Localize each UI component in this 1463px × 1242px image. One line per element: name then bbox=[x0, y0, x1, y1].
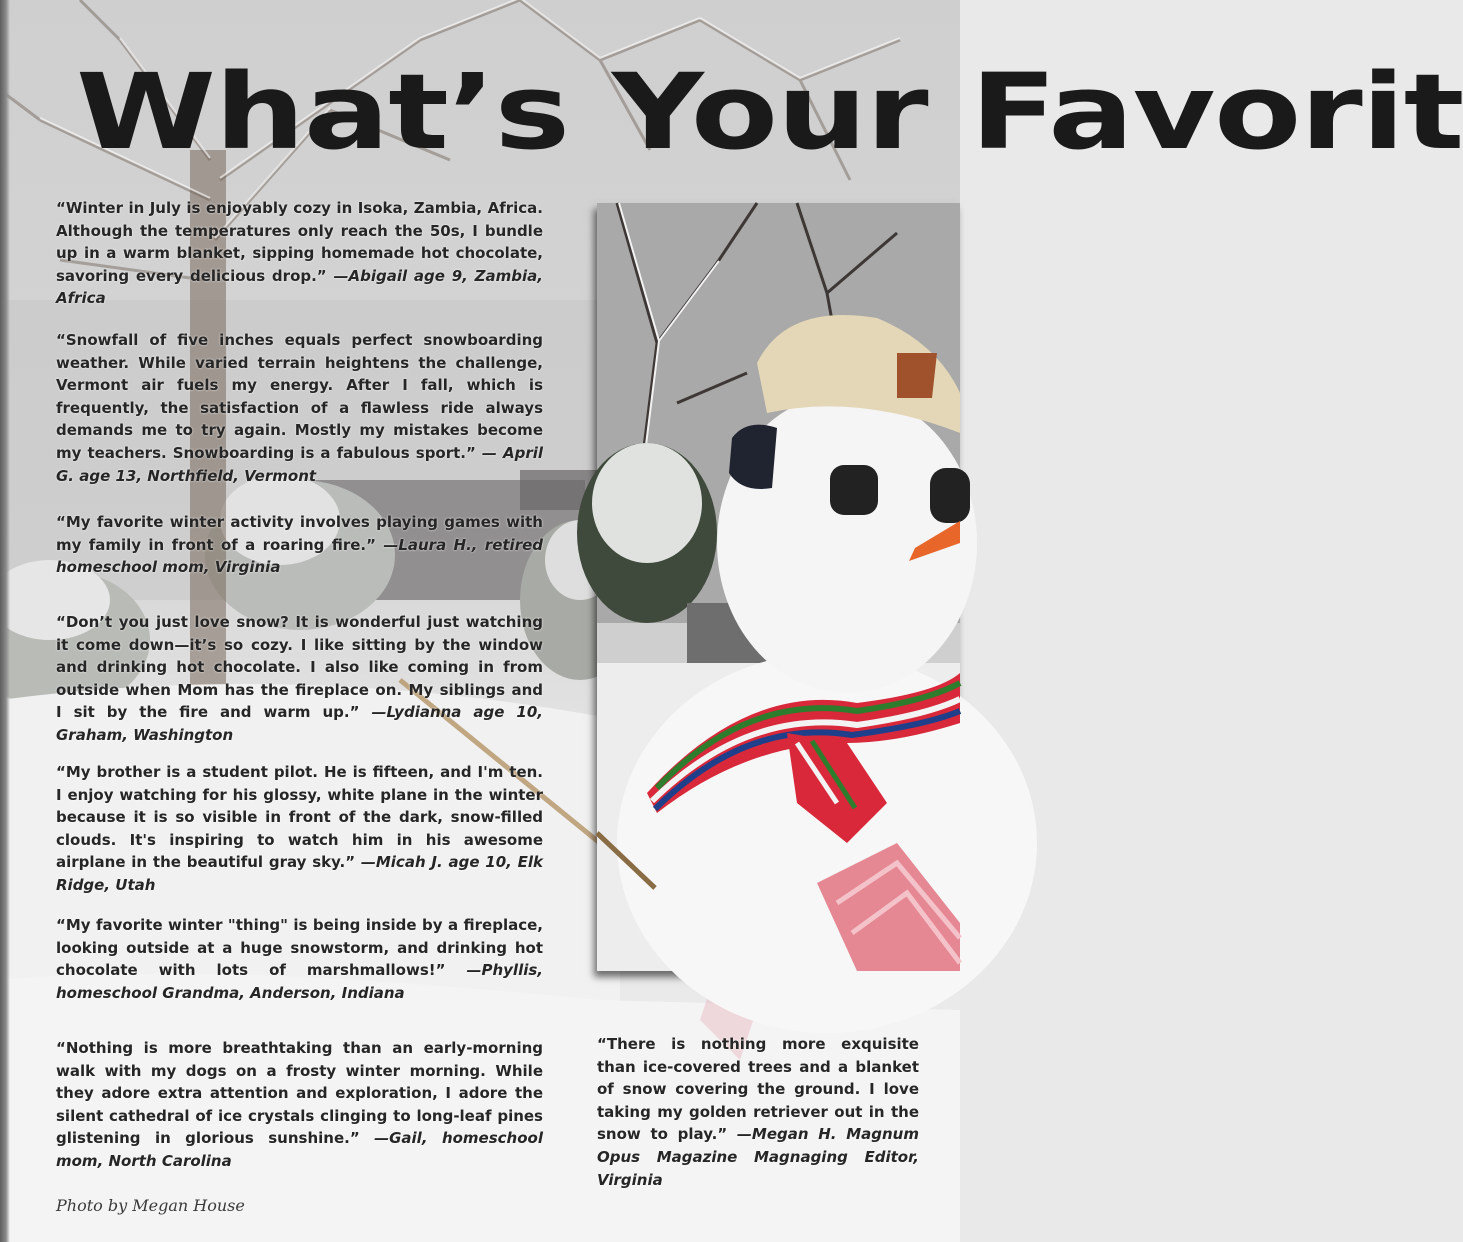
quote-text: “My favorite winter activity involves playing games with my family in front of a roaring fire.” bbox=[56, 513, 543, 554]
quote-april bbox=[56, 329, 543, 487]
quote-attribution: — April G. age 13, Northfield, Vermont bbox=[56, 443, 544, 485]
quote-abigail bbox=[56, 197, 543, 310]
quote-attribution: —Abigail age 9, Zambia, Africa bbox=[56, 266, 543, 308]
quote-megan bbox=[597, 1033, 919, 1191]
quote-attribution: —Lydianna age 10, Graham, Washington bbox=[56, 703, 544, 744]
snowman-photo bbox=[597, 203, 960, 971]
quote-attribution: —Laura H., retired homeschool mom, Virginia bbox=[56, 535, 544, 577]
quote-attribution: —Micah J. age 10, Elk Ridge, Utah bbox=[56, 853, 543, 894]
page-edge-shadow bbox=[0, 0, 10, 1242]
quote-laura bbox=[56, 511, 543, 579]
quote-attribution: —Megan H. Magnum Opus Magazine Magnaging Editor, Virginia bbox=[597, 1125, 919, 1189]
quote-text: “Snowfall of five inches equals perfect snowboarding weather. While varied terrain heightens the challenge, Vermont air fuels my energy. After I fall, which is frequently, the satisfaction of a flawless ride always demands me to try again. Mostly my mistakes become my teachers. Snowboarding is a fabulous sport.” bbox=[56, 331, 543, 462]
page-title: What’s Your Favorit bbox=[76, 51, 1463, 173]
quote-micah bbox=[56, 761, 543, 897]
quote-gail bbox=[56, 1037, 543, 1173]
quote-text: “There is nothing more exquisite than ice-covered trees and a blanket of snow covering the ground. I love taking my golden retriever out in the snow to play.” bbox=[597, 1035, 919, 1144]
quote-text: “My brother is a student pilot. He is fifteen, and I'm ten. I enjoy watching for his glossy, white plane in the winter because it is so visible in front of the dark, snow-filled clouds. It's inspiring to watch him in his awesome airplane in the beautiful gray sky.” bbox=[56, 763, 543, 872]
quote-phyllis bbox=[56, 914, 543, 1004]
quote-attribution: —Phyllis, homeschool Grandma, Anderson, Indiana bbox=[56, 961, 543, 1002]
quote-lydianna bbox=[56, 611, 543, 747]
quote-text: “Nothing is more breathtaking than an early-morning walk with my dogs on a frosty winter morning. While they adore extra attention and exploration, I adore the silent cathedral of ice crystals clinging to long-leaf pines glistening in glorious sunshine.” bbox=[56, 1039, 543, 1148]
quote-text: “Don’t you just love snow? It is wonderful just watching it come down—it’s so cozy. I like sitting by the window and drinking hot chocolate. I also like coming in from outside when Mom has the fireplace on. My siblings and I sit by the fire and warm up.” bbox=[56, 613, 543, 722]
quote-text: “Winter in July is enjoyably cozy in Isoka, Zambia, Africa. Although the temperatures only reach the 50s, I bundle up in a warm blanket, sipping homemade hot chocolate, savoring every delicious drop.” bbox=[56, 199, 543, 285]
quote-text: “My favorite winter "thing" is being inside by a fireplace, looking outside at a huge snowstorm, and drinking hot chocolate with lots of marshmallows!” bbox=[56, 916, 543, 980]
photo-credit: Photo by Megan House bbox=[56, 1196, 245, 1215]
quote-attribution: —Gail, homeschool mom, North Carolina bbox=[56, 1129, 543, 1170]
